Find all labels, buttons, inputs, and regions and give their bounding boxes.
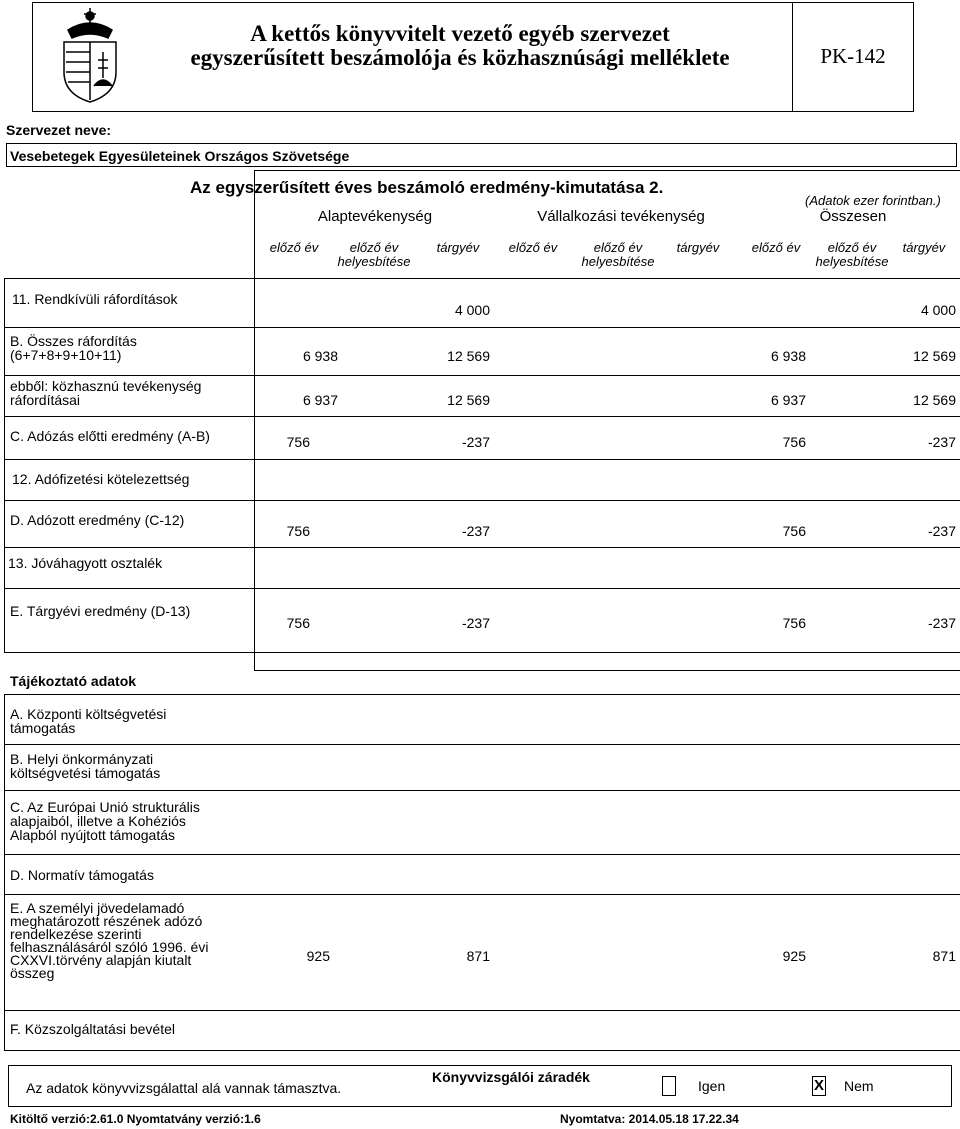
cell-value: 925 <box>782 948 806 964</box>
audit-yes-checkbox[interactable] <box>662 1076 676 1096</box>
cell-value: 871 <box>932 948 956 964</box>
cell-value: 6 938 <box>770 348 806 364</box>
cell-value: -237 <box>927 434 956 450</box>
info-row-label: E. A személyi jövedelamadó meghatározott részének adózó rendelkezése szerinti felhasználásáról szóló 1996. évi CXXVI.törvény alapján kiutalt összeg <box>10 900 209 981</box>
col-header: előző év helyesbítése <box>581 240 655 269</box>
col-header: előző év <box>751 240 801 255</box>
group-header-business: Vállalkozási tevékenység <box>537 208 705 225</box>
cell-value: -237 <box>927 615 956 631</box>
hungarian-coat-of-arms-icon <box>54 6 126 106</box>
info-row-label: A. Központi költségvetési támogatás <box>10 706 167 736</box>
cell-value: -237 <box>461 434 490 450</box>
cell-value: -237 <box>927 523 956 539</box>
cell-value: 756 <box>782 523 806 539</box>
checked-x-icon: X <box>813 1077 824 1094</box>
info-row-label: C. Az Európai Unió strukturális alapjaiból, illetve a Kohéziós Alapból nyújtott támogatás <box>10 799 200 843</box>
unit-note: (Adatok ezer forintban.) <box>805 193 941 208</box>
col-header: tárgyév <box>902 240 946 255</box>
group-header-total: Összesen <box>819 208 887 225</box>
audit-no-label: Nem <box>844 1078 874 1094</box>
org-name-value: Vesebetegek Egyesületeinek Országos Szövetsége <box>10 148 350 164</box>
org-name-field <box>6 143 957 167</box>
info-row-label: D. Normatív támogatás <box>10 867 154 883</box>
row-label: 12. Adófizetési kötelezettség <box>12 471 190 487</box>
cell-value: 756 <box>286 434 310 450</box>
col-header: előző év helyesbítése <box>337 240 411 269</box>
cell-value: 756 <box>782 615 806 631</box>
cell-value: 6 937 <box>770 392 806 408</box>
cell-value: 756 <box>286 523 310 539</box>
footer-version: Kitöltő verzió:2.61.0 Nyomtatvány verzió:1.6 <box>10 1112 261 1126</box>
cell-value: 6 937 <box>302 392 338 408</box>
row-label: 13. Jóváhagyott osztalék <box>8 555 163 571</box>
info-row-label: F. Közszolgáltatási bevétel <box>10 1021 175 1037</box>
audit-statement: Az adatok könyvvizsgálattal alá vannak támasztva. <box>26 1080 342 1096</box>
form-title-line2: egyszerűsített beszámolója és közhasznúsági melléklete <box>190 45 730 70</box>
col-header: előző év <box>269 240 319 255</box>
cell-value: 12 569 <box>447 392 490 408</box>
cell-value: 756 <box>782 434 806 450</box>
cell-value: 4 000 <box>454 302 490 318</box>
footer-printed: Nyomtatva: 2014.05.18 17.22.34 <box>560 1112 739 1126</box>
org-name-label: Szervezet neve: <box>6 122 112 138</box>
info-row-label: B. Helyi önkormányzati költségvetési támogatás <box>10 751 161 781</box>
cell-value: 4 000 <box>920 302 956 318</box>
form-code: PK-142 <box>820 44 886 68</box>
form-title-line1: A kettős könyvvitelt vezető egyéb szervezet <box>250 21 670 46</box>
info-section-title: Tájékoztató adatok <box>10 673 137 689</box>
cell-value: 756 <box>286 615 310 631</box>
cell-value: -237 <box>461 523 490 539</box>
row-label: E. Tárgyévi eredmény (D-13) <box>10 603 191 619</box>
cell-value: 871 <box>466 948 490 964</box>
row-label: 11. Rendkívüli ráfordítások <box>12 291 178 307</box>
row-label: B. Összes ráfordítás (6+7+8+9+10+11) <box>10 333 137 363</box>
row-label: D. Adózott eredmény (C-12) <box>10 512 185 528</box>
col-header: tárgyév <box>676 240 720 255</box>
form-title <box>130 22 790 70</box>
audit-yes-label: Igen <box>698 1078 726 1094</box>
audit-title: Könyvvizsgálói záradék <box>432 1069 590 1085</box>
audit-no-checkbox[interactable] <box>812 1076 826 1096</box>
col-header: előző év helyesbítése <box>815 240 889 269</box>
report-title: Az egyszerűsített éves beszámoló eredmény-kimutatása 2. <box>190 178 664 197</box>
cell-value: -237 <box>461 615 490 631</box>
cell-value: 925 <box>306 948 330 964</box>
cell-value: 6 938 <box>302 348 338 364</box>
row-label: ebből: közhasznú tevékenység ráfordításai <box>10 378 202 408</box>
group-header-basic: Alaptevékenység <box>317 208 433 225</box>
cell-value: 12 569 <box>913 392 956 408</box>
cell-value: 12 569 <box>913 348 956 364</box>
row-label: C. Adózás előtti eredmény (A-B) <box>10 428 210 444</box>
cell-value: 12 569 <box>447 348 490 364</box>
col-header: előző év <box>508 240 558 255</box>
col-header: tárgyév <box>436 240 480 255</box>
